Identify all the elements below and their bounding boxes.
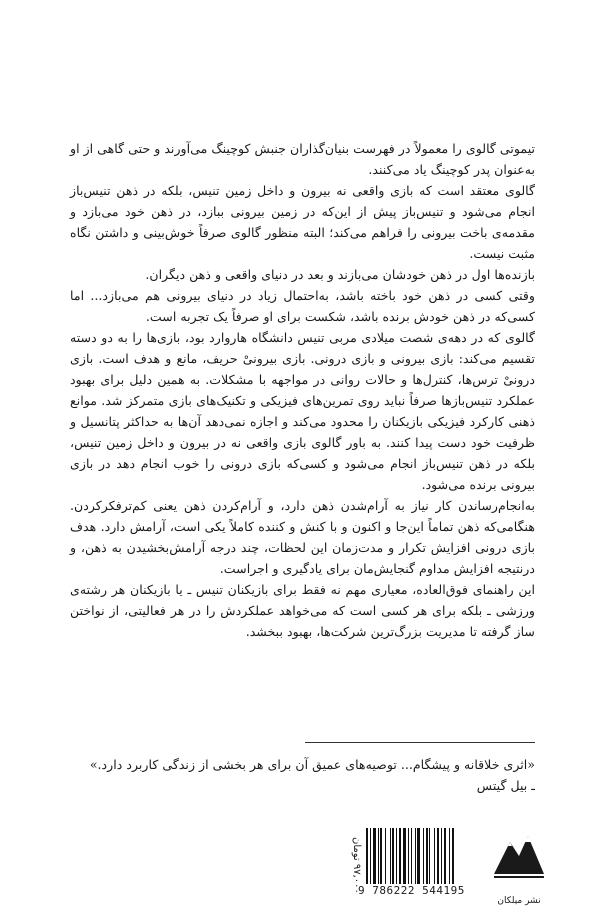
endorsement-quote	[70, 754, 535, 796]
barcode-bar	[415, 828, 416, 884]
barcode-bars	[366, 828, 478, 884]
paragraph-7: این راهنمای فوق‌العاده، معیاری مهم نه فقط برای بازیکنان تنیس ـ یا بازیکنان هر رشته‌ی ورزشی ـ بلکه برای هر کسی است که می‌خواهد عملکردش را در هر فعالیتی، از نواختن ساز گرفته تا مدیریت بزرگ‌ترین شرکت‌ها، بهبود ببخشد.	[70, 582, 535, 639]
barcode-bar	[429, 828, 430, 884]
paragraph-1: تیموتی گالوی را معمولاً در فهرست بنیان‌گذاران جنبش کوچینگ می‌آورند و حتی گاهی از او به‌عنوان پدر کوچینگ یاد می‌کنند.	[70, 141, 535, 177]
barcode-bar	[392, 828, 394, 884]
paragraph-2: گالوی معتقد است که بازی واقعی نه بیرون و داخل زمین تنیس، بلکه در ذهن تنیس‌باز انجام می‌شود و تنیس‌باز پیش از این‌که در زمین بیرونی ببازد، در ذهن خود می‌بازد و مقدمه‌ی باخت بیرونی را فراهم می‌کند؛ البته منظور گالوی صرفاً خوش‌بینی و داشتن نگاه مثبت نیست.	[70, 183, 535, 261]
barcode-bar	[380, 828, 382, 884]
barcode-bar	[399, 828, 401, 884]
paragraph-5: گالوی که در دهه‌ی شصت میلادی مربی تنیس دانشگاه هاروارد بود، بازی‌ها را به دو دسته تقسیم می‌کند: بازی بیرونی و بازی درونی. بازی بیرونیْ حریف، مانع و هدف است. بازی درونیْ ترس‌ها، کنترل‌ها و حالات روانی در مواجهه با مشکلات. به همین دلیل برای بهبود عملکرد تنیس‌بازها صرفاً نباید روی تمرین‌های فیزیکی و تکنیک‌های بازی متمرکز شد. موانع ذهنی کارکرد فیزیکی بازیکنان را محدود می‌کند و اجازه نمی‌دهد آن‌ها به حداکثر پتانسیل و ظرفیت خود دست پیدا کنند. به باور گالوی بازی واقعی نه در بیرون و داخل زمین تنیس، بلکه در ذهن تنیس‌باز انجام می‌شود و کسی‌که بازی درونی را خوب انجام دهد در بازی بیرونی برنده می‌شود.	[70, 330, 535, 492]
price-label: ۹۷,۰۰۰ تومان	[351, 837, 362, 894]
barcode-bar	[403, 828, 406, 884]
quote-author: ـ بیل گیتس	[476, 778, 535, 793]
barcode-bar	[437, 828, 439, 884]
isbn-barcode	[348, 822, 480, 904]
barcode-bar	[434, 828, 435, 884]
barcode-bar	[449, 828, 450, 884]
barcode-bar	[370, 828, 371, 884]
paragraph-3: بازنده‌ها اول در ذهن خودشان می‌بازند و بعد در دنیای واقعی و ذهن دیگران.	[145, 267, 535, 282]
paragraph-6: به‌انجام‌رساندن کار نیاز به آرام‌شدن ذهن دارد، و آرام‌کردن ذهن یعنی کم‌ترفکرکردن. هنگامی‌که ذهن تماماً این‌جا و اکنون و با کنش و کننده کاملاً یکی است، آرامش دارد. هدف بازی درونی افزایش تکرار و مدت‌زمان این لحظات، چند درجه آرامش‌بخشیدن به ذهن، و درنتیجه افزایش مداوم گنجایش‌مان برای یادگیری و اجراست.	[70, 498, 535, 576]
description-text	[70, 138, 535, 642]
barcode-bar	[385, 828, 386, 884]
barcode-bar	[444, 828, 446, 884]
barcode-bar	[373, 828, 376, 884]
barcode-bar	[408, 828, 409, 884]
barcode-bar	[411, 828, 412, 884]
quote-text: «اثری خلاقانه و پیشگام... توصیه‌های عمیق آن برای هر بخشی از زندگی کاربرد دارد.»	[89, 757, 535, 772]
barcode-bar	[426, 828, 428, 884]
paragraph-4: وقتی کسی در ذهن خود باخته باشد، به‌احتمال زیاد در دنیای بیرونی هم می‌بازد... اما کسی‌که در ذهن خودش برنده باشد، شکست برای او صرفاً یک تجربه است.	[70, 288, 535, 324]
barcode-bar	[423, 828, 424, 884]
barcode-bar	[390, 828, 391, 884]
barcode-bar	[396, 828, 397, 884]
barcode-bar	[378, 828, 379, 884]
isbn-number: 9 786222 544195	[358, 884, 465, 897]
barcode-bar	[366, 828, 368, 884]
divider-line	[305, 742, 535, 743]
barcode-bar	[441, 828, 442, 884]
publisher-name: نشر میلکان	[497, 896, 541, 906]
barcode-bar	[452, 828, 454, 884]
publisher-logo-icon	[492, 824, 546, 900]
barcode-bar	[417, 828, 420, 884]
